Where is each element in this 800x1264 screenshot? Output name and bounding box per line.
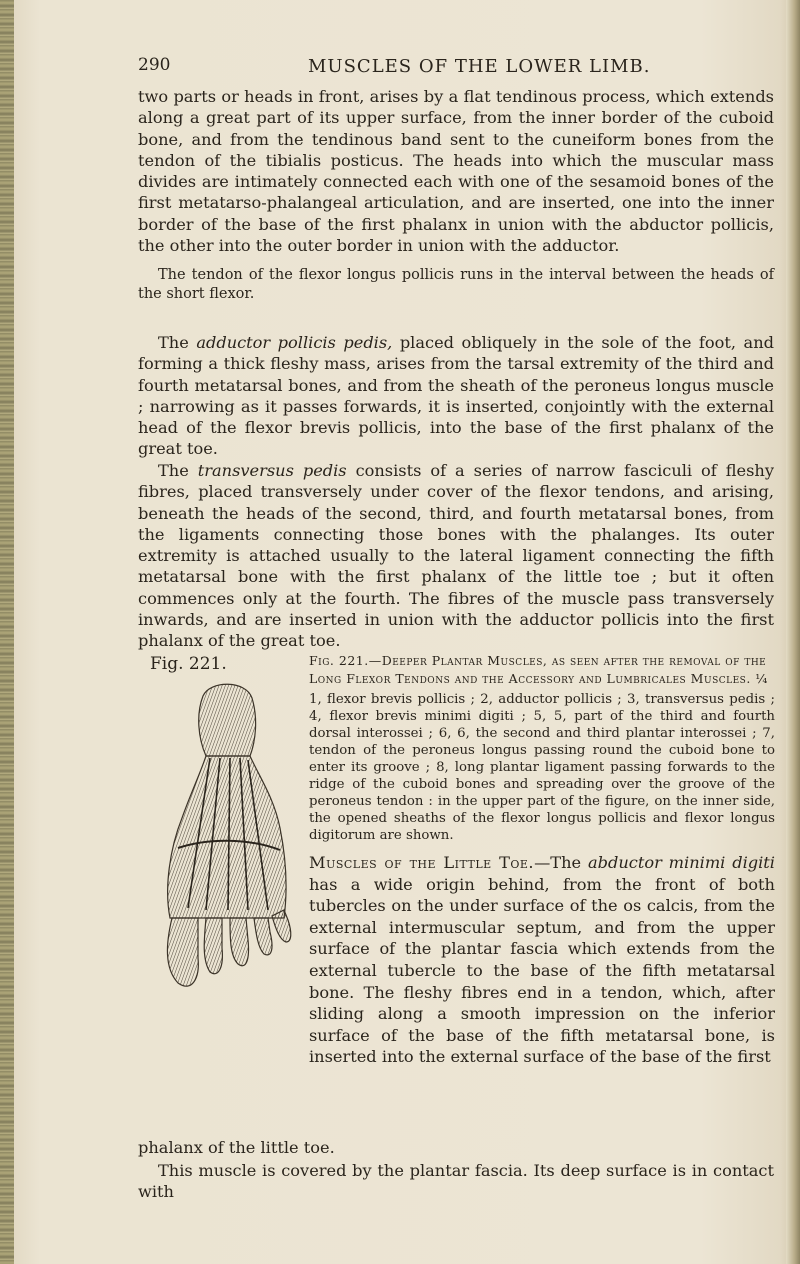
little-toe-text: has a wide origin behind, from the front of both tubercles on the under surface of the os calcis, from the external intermuscular septum, and from the upper surface of the plantar fascia which extends from the external tubercle to the base of the fifth metatarsal bone. The fleshy fibres end in a tendon, which, after sliding along a smooth impression on the inferior surface of the base of the fifth metatarsal bone, is inserted into the external surface of the base of the first (309, 874, 775, 1067)
little-toe-dash: —The (534, 853, 588, 872)
little-toe-section (309, 852, 775, 1068)
paragraph-1 (138, 86, 774, 256)
paragraph-3-rest: placed obliquely in the sole of the foot, and forming a thick fleshy mass, arises from the tarsal extremity of the third and fourth metatarsal bones, and from the sheath of the peroneus longus muscle ; narrowing as it passes forwards, it is inserted, conjointly with the external head of the flexor brevis pollicis, into the base of the first phalanx of the great toe. (138, 333, 774, 459)
page-number: 290 (138, 55, 171, 75)
abductor-minimi-digiti-term: abductor minimi digiti (587, 853, 775, 872)
paragraph-4-prefix: The (158, 461, 198, 480)
paragraph-3-text (138, 332, 774, 460)
running-title: MUSCLES OF THE LOWER LIMB. (308, 56, 651, 77)
transversus-pedis-term: transversus pedis (197, 461, 347, 480)
page-right-edge (786, 0, 800, 1264)
figure-caption-title-text: Fig. 221.—Deeper Plantar Muscles, as seen after the removal of the Long Flexor Tendons and the Accessory and Lumbricales Muscles. (309, 653, 767, 686)
plantar-muscles-drawing (148, 678, 298, 1008)
figure-caption-body: 1, flexor brevis pollicis ; 2, adductor pollicis ; 3, transversus pedis ; 4, flexor brevis minimi digiti ; 5, 5, part of the third and fourth dorsal interossei ; 6, 6, the second and third plantar interossei ; 7, tendon of the peroneus longus passing round the cuboid bone to enter its groove ; 8, long plantar ligament passing forwards to the ridge of the cuboid bones and spreading over the groove of the peroneus tendon : in the upper part of the figure, on the inner side, the opened sheaths of the flexor longus pollicis and flexor longus digitorum are shown. (309, 692, 775, 843)
paragraph-4-rest: consists of a series of narrow fasciculi of fleshy fibres, placed transversely under cover of the flexor tendons, and arising, beneath the heads of the second, third, and fourth metatarsal bones, from the ligaments connecting those bones with the phalanges. Its outer extremity is attached usually to the lateral ligament connecting the fifth metatarsal bone with the first phalanx of the little toe ; but it often commences only at the fourth. The fibres of the muscle pass transversely inwards, and are inserted in union with the adductor pollicis into the first phalanx of the great toe. (138, 461, 774, 651)
last-line-text: This muscle is covered by the plantar fascia. Its deep surface is in contact with (138, 1161, 774, 1202)
paragraph-4-text (138, 460, 774, 652)
little-toe (272, 910, 291, 942)
third-toe (230, 918, 249, 966)
foot-illustration (148, 678, 298, 1008)
paragraph-3-prefix: The (158, 333, 197, 352)
figure-caption-title (309, 652, 775, 688)
paragraph-1-text: two parts or heads in front, arises by a flat tendinous process, which extends along a great part of its upper surface, from the inner border of the cuboid bone, and from the tendinous band sent to the cuneiform bones from the tendon of the tibialis posticus. The heads into which the muscular mass divides are intimately connected each with one of the sesamoid bones of the first metatarso-phalangeal articulation, and are inserted, one into the inner border of the base of the first phalanx in union with the abductor pollicis, the other into the outer border in union with the adductor. (138, 87, 774, 256)
figure-label: Fig. 221. (150, 654, 227, 674)
figure-scale: ¼ (755, 671, 768, 686)
page-binding-edge (0, 0, 14, 1264)
little-toe-continuation-text: phalanx of the little toe. (138, 1138, 335, 1157)
little-toe-heading: Muscles of the Little Toe. (309, 853, 535, 872)
heel-outline (199, 684, 256, 756)
little-toe-continuation (138, 1137, 774, 1158)
fourth-toe (254, 918, 272, 955)
paragraph-3 (138, 332, 774, 460)
paragraph-2-text: The tendon of the flexor longus pollicis runs in the interval between the heads of the short flexor. (138, 267, 774, 302)
paragraph-4 (138, 460, 774, 652)
midfoot-outline (168, 756, 286, 918)
second-toe (204, 918, 222, 974)
great-toe (167, 918, 198, 986)
last-line (138, 1160, 774, 1203)
figure-caption (309, 652, 775, 844)
adductor-pollicis-term: adductor pollicis pedis, (196, 333, 393, 352)
page-header (138, 55, 774, 85)
paragraph-2 (138, 266, 774, 304)
